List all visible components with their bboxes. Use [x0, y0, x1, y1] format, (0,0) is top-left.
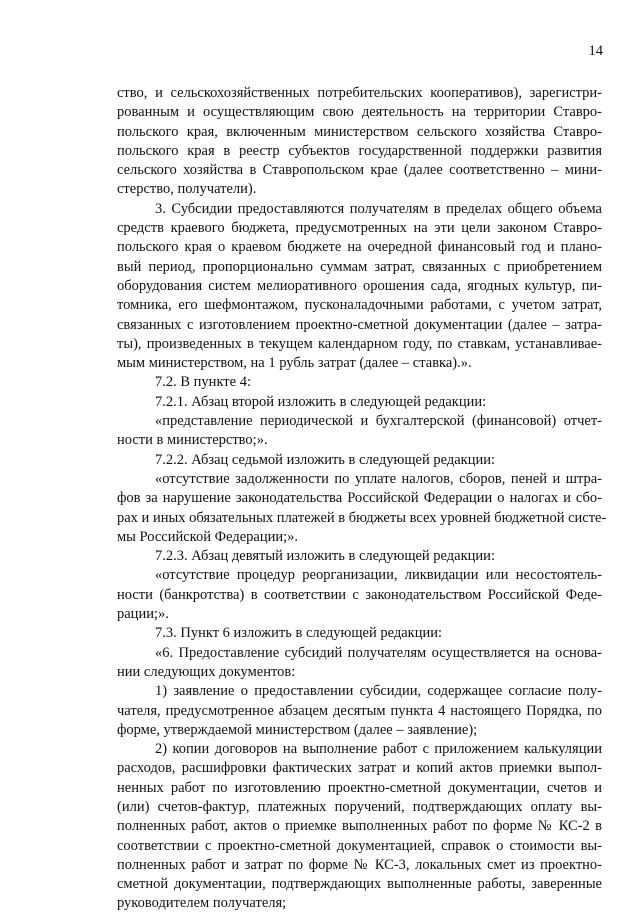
- text-line: ненных работ по изготовлению проектно-сметной документации, счетов и: [117, 779, 602, 796]
- text-line: рах и иных обязательных платежей в бюджеты всех уровней бюджетной систе-: [117, 509, 607, 526]
- paragraph: [117, 470, 607, 547]
- text-line: рованным и осуществляющим свою деятельность на территории Ставро-: [117, 104, 602, 121]
- text-line: (или) счетов-фактур, платежных поручений, подтверждающих оплату вы-: [117, 798, 602, 815]
- text-line: сметной документации, подтверждающих выполненные работы, заверенные: [117, 876, 602, 893]
- text-line: сельского хозяйства в Ставропольском крае (далее соответственно – мини-: [117, 162, 602, 179]
- text-line: «6. Предоставление субсидий получателям осуществляется на основа-: [155, 644, 602, 661]
- text-line: 7.2.2. Абзац седьмой изложить в следующей редакции:: [155, 451, 496, 468]
- paragraph: [117, 624, 602, 643]
- paragraph: [117, 200, 602, 374]
- text-line: руководителем получателя;: [117, 895, 287, 912]
- text-line: полненных работ и затрат по форме № КС-3, локальных смет из проектно-: [117, 856, 602, 873]
- text-line: вый период, пропорционально суммам затрат, связанных с приобретением: [117, 258, 602, 275]
- paragraph: [117, 644, 602, 683]
- text-line: томника, его шефмонтажом, пусконаладочными работами, с учетом затрат,: [117, 297, 602, 314]
- text-line: форме, утверждаемой министерством (далее – заявление);: [117, 721, 478, 738]
- paragraph: [117, 373, 602, 392]
- text-line: средств краевого бюджета, предусмотренных на эти цели законом Ставро-: [117, 220, 602, 237]
- text-line: 7.2. В пункте 4:: [155, 374, 251, 391]
- paragraph: [117, 412, 602, 451]
- text-line: польского края, включенным министерством сельского хозяйства Ставро-: [117, 123, 602, 140]
- text-line: мым министерством, на 1 рубль затрат (далее – ставка).».: [117, 355, 472, 372]
- paragraph: [117, 451, 602, 470]
- text-line: ности (банкротства) в соответствии с законодательством Российской Феде-: [117, 586, 602, 603]
- paragraph: [117, 682, 602, 740]
- text-line: «отсутствие задолженности по уплате налогов, сборов, пеней и штра-: [155, 470, 602, 487]
- text-line: рации;».: [117, 606, 169, 623]
- text-line: связанных с изготовлением проектно-сметной документации (далее – затра-: [117, 316, 602, 333]
- text-line: мы Российской Федерации;».: [117, 528, 299, 545]
- page-number: 14: [588, 43, 603, 59]
- text-line: польского края в реестр субъектов государственной поддержки развития: [117, 142, 602, 159]
- text-line: «представление периодической и бухгалтерской (финансовой) отчет-: [155, 413, 602, 430]
- text-line: соответствии с проектно-сметной документацией, справок о стоимости вы-: [117, 837, 602, 854]
- paragraph: [117, 740, 602, 914]
- text-line: 2) копии договоров на выполнение работ с приложением калькуляции: [155, 741, 602, 758]
- text-line: ты), произведенных в текущем календарном году, по ставкам, устанавливае-: [117, 335, 602, 352]
- text-line: ство, и сельскохозяйственных потребительских кооперативов), зарегистри-: [117, 85, 602, 101]
- paragraph: [117, 84, 602, 200]
- text-line: чателя, предусмотренное абзацем десятым пункта 4 настоящего Порядка, по: [117, 702, 602, 719]
- text-line: 1) заявление о предоставлении субсидии, содержащее согласие полу-: [155, 683, 602, 700]
- text-line: 7.3. Пункт 6 изложить в следующей редакции:: [155, 625, 443, 642]
- text-line: ности в министерство;».: [117, 432, 268, 449]
- text-line: стерство, получатели).: [117, 181, 257, 198]
- text-line: 3. Субсидии предоставляются получателям в пределах общего объема: [155, 200, 602, 217]
- text-line: польского края о краевом бюджете на очередной финансовый год и плано-: [117, 239, 602, 256]
- text-line: расходов, расшифровки фактических затрат и копий актов приемки выпол-: [117, 760, 602, 777]
- document-body: [117, 84, 607, 914]
- paragraph: [117, 547, 602, 566]
- text-line: «отсутствие процедур реорганизации, ликвидации или несостоятель-: [155, 567, 602, 584]
- text-line: фов за нарушение законодательства Российской Федерации о налогах и сбо-: [117, 490, 602, 507]
- text-line: нии следующих документов:: [117, 663, 296, 680]
- paragraph: [117, 566, 602, 624]
- text-line: полненных работ, актов о приемке выполненных работ по форме № КС-2 в: [117, 818, 602, 835]
- text-line: оборудования систем мелиоративного орошения сада, ягодных культур, пи-: [117, 277, 602, 294]
- paragraph: [117, 393, 602, 412]
- text-line: 7.2.1. Абзац второй изложить в следующей редакции:: [155, 393, 487, 410]
- text-line: 7.2.3. Абзац девятый изложить в следующей редакции:: [155, 548, 495, 565]
